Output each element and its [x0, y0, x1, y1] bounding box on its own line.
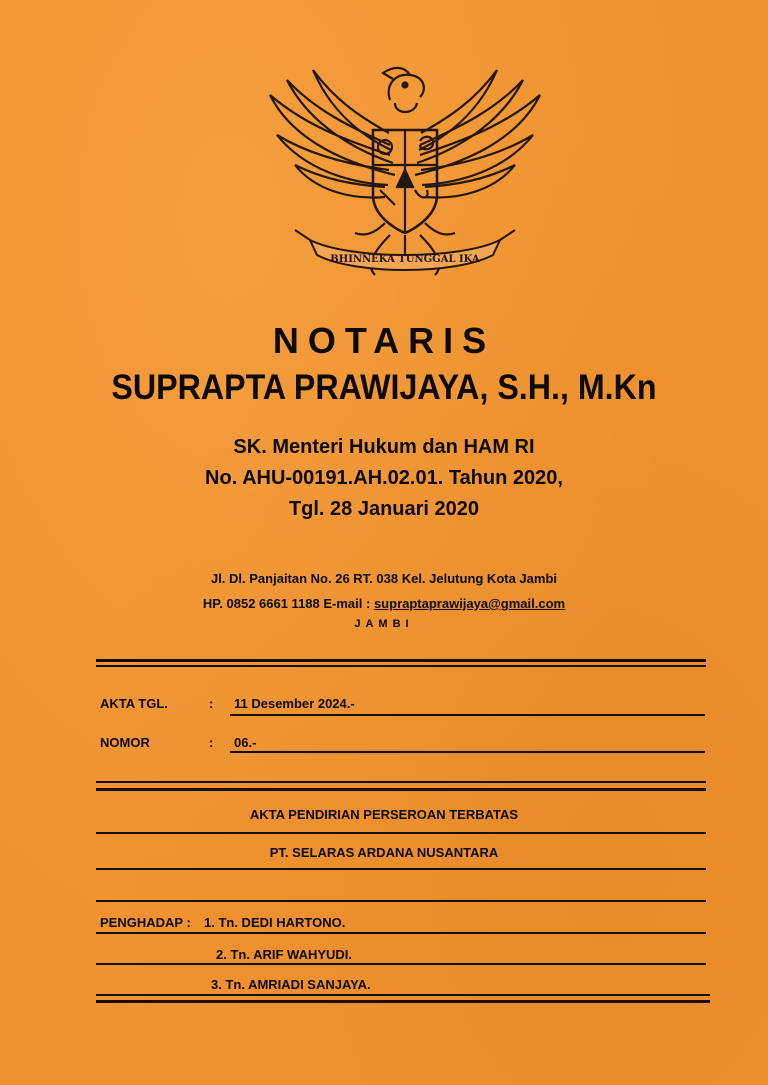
email-link[interactable]: supraptaprawijaya@gmail.com — [373, 596, 566, 611]
penghadap-label: PENGHADAP : — [100, 915, 191, 930]
nomor-colon: : — [209, 735, 214, 750]
city-text: JAMBI — [354, 618, 414, 630]
penghadap-item: 3. Tn. AMRIADI SANJAYA. — [211, 977, 371, 992]
divider — [96, 788, 706, 791]
penghadap-item: 1. Tn. DEDI HARTONO. — [204, 915, 346, 930]
akta-tgl-label: AKTA TGL. — [100, 696, 168, 711]
divider — [96, 781, 706, 783]
address-line: Jl. Dl. Panjaitan No. 26 RT. 038 Kel. Jelutung Kota Jambi — [210, 571, 558, 586]
divider — [96, 963, 706, 965]
divider — [96, 994, 710, 996]
garuda-emblem-icon — [255, 55, 555, 280]
nomor-label: NOMOR — [100, 735, 150, 750]
divider — [96, 659, 706, 662]
divider — [96, 900, 706, 902]
divider — [96, 665, 706, 667]
phone-text: HP. 0852 6661 1188 E-mail : — [202, 596, 374, 611]
sk-date-line: Tgl. 28 Januari 2020 — [288, 498, 480, 520]
page-title: NOTARIS — [272, 320, 496, 361]
divider — [96, 868, 706, 870]
divider — [96, 1000, 710, 1003]
divider — [96, 932, 706, 934]
sk-number-line: No. AHU-00191.AH.02.01. Tahun 2020, — [205, 467, 563, 489]
field-underline — [230, 714, 705, 716]
garuda-emblem — [255, 55, 555, 280]
notary-name: SUPRAPTA PRAWIJAYA, S.H., M.Kn — [111, 368, 657, 407]
penghadap-item: 2. Tn. ARIF WAHYUDI. — [216, 947, 353, 962]
contact-line — [0, 596, 768, 611]
company-name: PT. SELARAS ARDANA NUSANTARA — [269, 845, 499, 860]
deed-title: AKTA PENDIRIAN PERSEROAN TERBATAS — [249, 807, 519, 822]
akta-tgl-value: 11 Desember 2024.- — [234, 696, 355, 711]
sk-line: SK. Menteri Hukum dan HAM RI — [233, 436, 535, 458]
divider — [96, 832, 706, 834]
motto-text: BHINNEKA TUNGGAL IKA — [330, 254, 480, 265]
akta-tgl-colon: : — [209, 696, 214, 711]
field-underline — [230, 751, 705, 753]
nomor-value: 06.- — [234, 735, 257, 750]
